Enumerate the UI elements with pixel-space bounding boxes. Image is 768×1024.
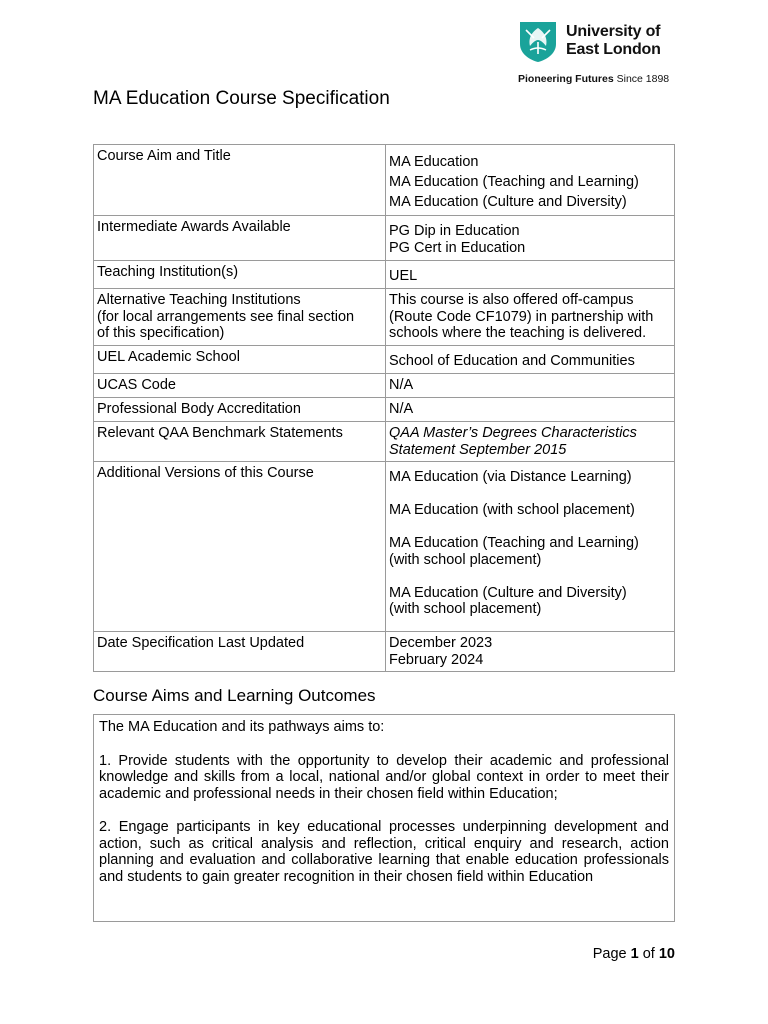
table-row bbox=[94, 289, 675, 346]
aims-box bbox=[93, 714, 675, 922]
logo-wordmark bbox=[566, 23, 661, 59]
table-row bbox=[94, 374, 675, 398]
row-value: School of Education and Communities bbox=[386, 346, 675, 374]
logo-line1: University of bbox=[566, 23, 661, 40]
aims-paragraph: 1. Provide students with the opportunity to develop their academic and professional knowledge and skills from a local, national and/or global context in order to meet their academic and professional needs in their chosen field within Education; bbox=[99, 752, 669, 802]
row-value: UEL bbox=[386, 261, 675, 289]
page-word: Page bbox=[592, 946, 631, 962]
table-row bbox=[94, 632, 675, 672]
row-label: Relevant QAA Benchmark Statements bbox=[94, 422, 386, 462]
row-label: Date Specification Last Updated bbox=[94, 632, 386, 672]
aims-paragraph: 2. Engage participants in key educational processes underpinning development and action, such as critical analysis and reflection, critical enquiry and research, action planning and evaluation and collaborative learning that enable education professionals and students to gain greater recognition in their chosen field within Education bbox=[99, 819, 669, 885]
row-label: UEL Academic School bbox=[94, 346, 386, 374]
row-value: MA Education (via Distance Learning) MA Education (with school placement) MA Education (Teaching and Learning) (with school placement) MA Education (Culture and Diversity) (with school placement) bbox=[386, 462, 675, 632]
course-spec-table bbox=[93, 144, 675, 672]
current-page: 1 bbox=[630, 946, 639, 962]
table-row bbox=[94, 422, 675, 462]
page-title: MA Education Course Specification bbox=[93, 88, 390, 109]
row-value: N/A bbox=[386, 374, 675, 398]
row-label: Intermediate Awards Available bbox=[94, 216, 386, 261]
table-row bbox=[94, 346, 675, 374]
row-value: December 2023 February 2024 bbox=[386, 632, 675, 672]
row-value: N/A bbox=[386, 398, 675, 422]
tagline-rest: Since 1898 bbox=[613, 73, 670, 85]
table-row bbox=[94, 462, 675, 632]
row-label: Professional Body Accreditation bbox=[94, 398, 386, 422]
row-label: Teaching Institution(s) bbox=[94, 261, 386, 289]
logo-tagline bbox=[518, 73, 669, 85]
table-row bbox=[94, 261, 675, 289]
university-logo bbox=[518, 20, 676, 88]
section-heading: Course Aims and Learning Outcomes bbox=[93, 686, 376, 705]
row-value: This course is also offered off-campus (Route Code CF1079) in partnership with schools where the teaching is delivered. bbox=[386, 289, 675, 346]
row-label: UCAS Code bbox=[94, 374, 386, 398]
tagline-bold: Pioneering Futures bbox=[518, 73, 614, 85]
row-value: QAA Master’s Degrees Characteristics Statement September 2015 bbox=[386, 422, 675, 462]
table-row bbox=[94, 145, 675, 216]
row-label: Course Aim and Title bbox=[94, 145, 386, 216]
aims-paragraph: The MA Education and its pathways aims to: bbox=[99, 719, 385, 735]
page-number bbox=[593, 946, 675, 962]
row-value: PG Dip in Education PG Cert in Education bbox=[386, 216, 675, 261]
uel-crest-icon bbox=[518, 20, 558, 62]
row-value: MA Education MA Education (Teaching and Learning) MA Education (Culture and Diversity) bbox=[386, 145, 675, 216]
table-row bbox=[94, 398, 675, 422]
logo-line2: East London bbox=[566, 41, 661, 58]
row-label: Alternative Teaching Institutions (for local arrangements see final section of this specification) bbox=[94, 289, 386, 346]
row-label: Additional Versions of this Course bbox=[94, 462, 386, 632]
of-word: of bbox=[638, 946, 659, 962]
table-row bbox=[94, 216, 675, 261]
total-pages: 10 bbox=[658, 946, 675, 962]
